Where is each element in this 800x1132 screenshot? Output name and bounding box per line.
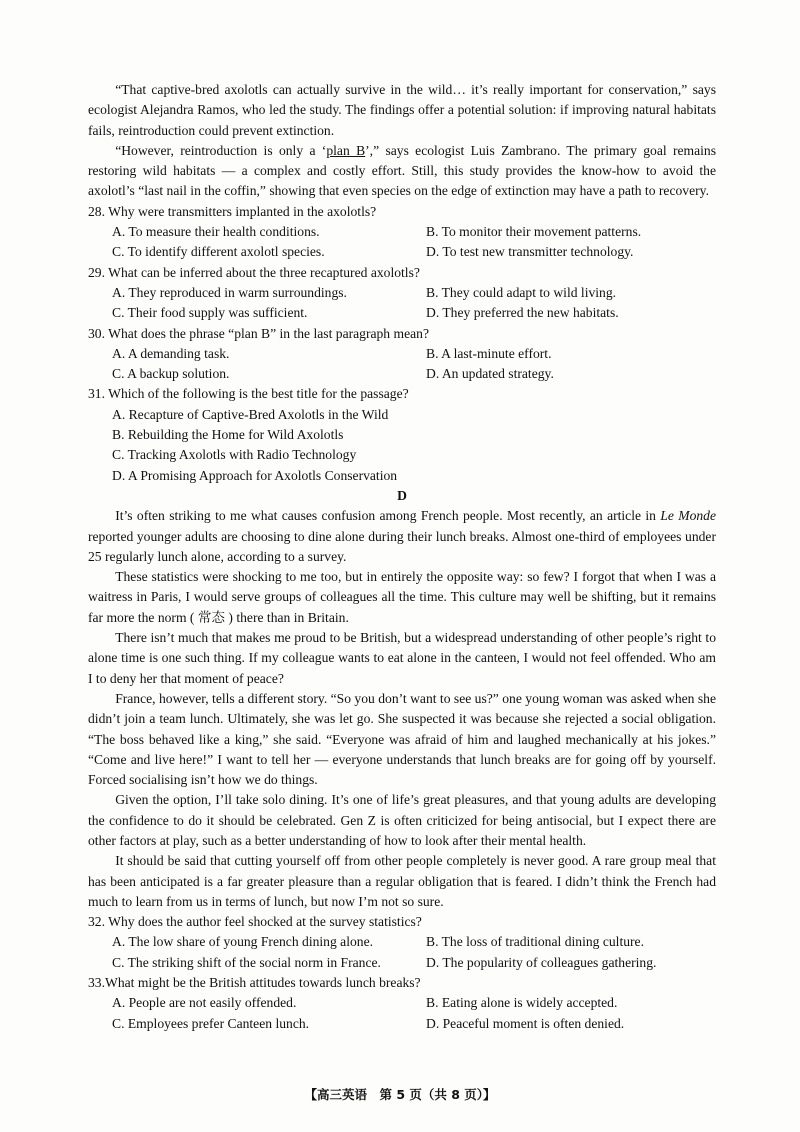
- option-a: A. People are not easily offended.: [112, 995, 297, 1011]
- question-stem: 31. Which of the following is the best title for the passage?: [88, 386, 409, 402]
- question-stem: 32. Why does the author feel shocked at the survey statistics?: [88, 914, 422, 930]
- passage-d-paragraph-1: [88, 506, 716, 567]
- option-d: D. An updated strategy.: [426, 366, 554, 382]
- paragraph-text: “However, reintroduction is only a ‘: [115, 142, 327, 158]
- option-d: D. To test new transmitter technology.: [426, 244, 634, 260]
- passage-c-paragraph-2: [88, 141, 716, 202]
- page-footer: 【高三英语 第 5 页（共 8 页）】: [304, 1087, 496, 1102]
- option-c: C. A backup solution.: [112, 366, 230, 382]
- option-a: A. A demanding task.: [112, 345, 230, 361]
- passage-d-paragraph-5: Given the option, I’ll take solo dining. It’s one of life’s great pleasures, and that young adults are developing the confidence to do it should be celebrated. Gen Z is often criticized for being antisocial, but I expect there are other factors at play, such as a better understanding of how to look after their mental health.: [88, 792, 716, 848]
- option-c: C. To identify different axolotl species.: [112, 244, 325, 260]
- question-stem: 33.What might be the British attitudes towards lunch breaks?: [88, 975, 421, 991]
- option-a: A. They reproduced in warm surroundings.: [112, 284, 347, 300]
- paragraph-text: reported younger adults are choosing to dine alone during their lunch breaks. Almost one-third of employees under 25 regularly lunch alone, according to a survey.: [88, 528, 716, 564]
- option-c: C. Tracking Axolotls with Radio Technology: [112, 447, 357, 463]
- passage-d-paragraph-6: It should be said that cutting yourself off from other people completely is never good. A rare group meal that has been anticipated is a far greater pleasure than a regular obligation that is feared. I didn’t think the French had much to learn from us in terms of lunch, but now I’m not so sure.: [88, 853, 716, 909]
- option-c: C. The striking shift of the social norm in France.: [112, 954, 381, 970]
- option-d: D. A Promising Approach for Axolotls Conservation: [112, 467, 398, 483]
- question-31: [88, 384, 716, 485]
- option-b: B. To monitor their movement patterns.: [426, 224, 642, 240]
- option-d: D. The popularity of colleagues gathering.: [426, 954, 657, 970]
- question-30: [88, 324, 716, 385]
- question-stem: 28. Why were transmitters implanted in the axolotls?: [88, 203, 377, 219]
- question-28: [88, 202, 716, 263]
- section-d-heading: D: [397, 487, 407, 503]
- option-d: D. Peaceful moment is often denied.: [426, 1015, 625, 1031]
- underlined-phrase: plan B: [326, 142, 366, 158]
- option-b: B. The loss of traditional dining culture.: [426, 934, 644, 950]
- option-b: B. Eating alone is widely accepted.: [426, 995, 618, 1011]
- option-c: C. Employees prefer Canteen lunch.: [112, 1015, 310, 1031]
- passage-c-paragraph-1: “That captive-bred axolotls can actually survive in the wild… it’s really important for conservation,” says ecologist Alejandra Ramos, who led the study. The findings offer a potential solution: if improving natural habitats fails, reintroduction could prevent extinction.: [88, 82, 716, 138]
- question-29: [88, 263, 716, 324]
- question-32: [88, 912, 716, 973]
- option-a: A. The low share of young French dining alone.: [112, 934, 373, 950]
- question-33: [88, 973, 716, 1034]
- option-a: A. To measure their health conditions.: [112, 224, 320, 240]
- passage-d-paragraph-3: There isn’t much that makes me proud to be British, but a widespread understanding of other people’s right to alone time is one such thing. If my colleague wants to eat alone in the canteen, I would not feel offended. Who am I to deny her that moment of peace?: [88, 630, 716, 686]
- page-content: [88, 80, 716, 1034]
- option-b: B. A last-minute effort.: [426, 345, 552, 361]
- passage-d-paragraph-2: These statistics were shocking to me too, but in entirely the opposite way: so few? I forgot that when I was a waitress in Paris, I would serve groups of colleagues all the time. This culture may well be shifting, but it remains far more the norm ( 常态 ) there than in Britain.: [88, 569, 716, 625]
- newspaper-name: Le Monde: [660, 508, 717, 524]
- option-a: A. Recapture of Captive-Bred Axolotls in the Wild: [112, 406, 389, 422]
- paragraph-text: ’,” says ecologist Luis Zambrano. The primary goal remains restoring wild habitats — a complex and costly effort. Still, this study provides the know-how to avoid the axolotl’s “last nail in the coffin,” showing that even species on the edge of extinction may have a path to recovery.: [88, 142, 717, 199]
- question-stem: 29. What can be inferred about the three recaptured axolotls?: [88, 264, 420, 280]
- paragraph-text: It’s often striking to me what causes confusion among French people. Most recently, an article in: [115, 508, 661, 524]
- option-b: B. They could adapt to wild living.: [426, 284, 617, 300]
- option-c: C. Their food supply was sufficient.: [112, 305, 308, 321]
- option-d: D. They preferred the new habitats.: [426, 305, 619, 321]
- passage-d-paragraph-4: France, however, tells a different story. “So you don’t want to see us?” one young woman was asked when she didn’t join a team lunch. Ultimately, she was let go. She suspected it was because she rejected a social obligation. “The boss behaved like a king,” she said. “Everyone was afraid of him and laughed mechanically at his jokes.” “Come and live here!” I want to tell her — everyone understands that lunch breaks are for going off by yourself. Forced socialising isn’t how we do things.: [88, 690, 716, 788]
- question-stem: 30. What does the phrase “plan B” in the last paragraph mean?: [88, 325, 429, 341]
- option-b: B. Rebuilding the Home for Wild Axolotls: [112, 427, 344, 443]
